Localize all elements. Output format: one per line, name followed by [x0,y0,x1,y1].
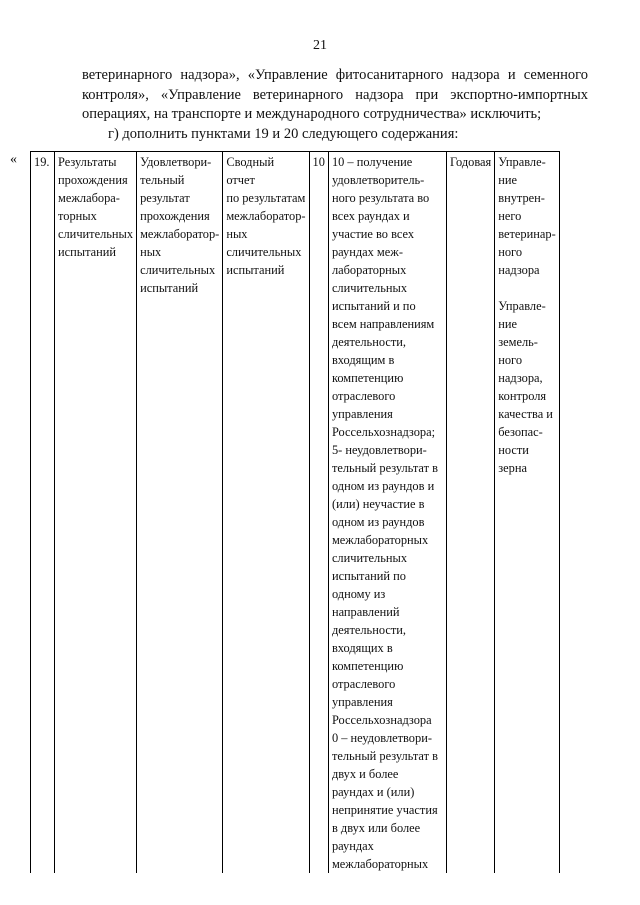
intro-text [82,66,588,144]
cell-row-number: 19. [31,152,55,874]
cell-indicator-name: Результаты прохождения межлабора- торных сличительных испытаний [55,152,137,874]
cell-weight: 10 [309,152,328,874]
responsible-unit-1: Управле- ние внутрен- него ветеринар- ного надзора [498,155,556,277]
intro-paragraph: ветеринарного надзора», «Управление фитосанитарного надзора и семенного контроля», «Управление ветеринарного надзора при экспортно-импортных операциях, на транспорте и международного сотрудничества» исключить; [82,67,588,122]
table-row [31,152,560,874]
responsible-unit-2: Управле- ние земель- ного надзора, контроля качества и безопас- ности зерна [498,299,553,475]
item-g-text: г) дополнить пунктами 19 и 20 следующего содержания: [108,125,459,142]
opening-quote-mark: « [10,152,17,167]
amendment-table [30,151,560,873]
cell-indicator-description: Удовлетвори- тельный результат прохождения межлаборатор- ных сличительных испытаний [137,152,223,874]
page-number: 21 [313,38,327,53]
cell-scoring-scale: 10 – получение удовлетворитель- ного результата во всех раундах и участие во всех раундах меж- лабораторных сличительных испытаний и по всем направлениям деятельности, входящим в компетенцию отраслевого управления Россельхознадзора; 5- неудовлетвори- тельный результат в одном из раундов и (или) неучастие в одном из раундов межлабораторных сличительных испытаний по одному из направлений деятельности, входящих в компетенцию отраслевого управления Россельхознадзора 0 – неудовлетвори- тельный результат в двух и более раундах и (или) непринятие участия в двух или более раундах межлабораторных [328,152,446,874]
cell-period: Годовая [446,152,494,874]
cell-data-source: Сводный отчет по результатам межлаборатор- ных сличительных испытаний [223,152,309,874]
cell-responsible-units [495,152,559,874]
